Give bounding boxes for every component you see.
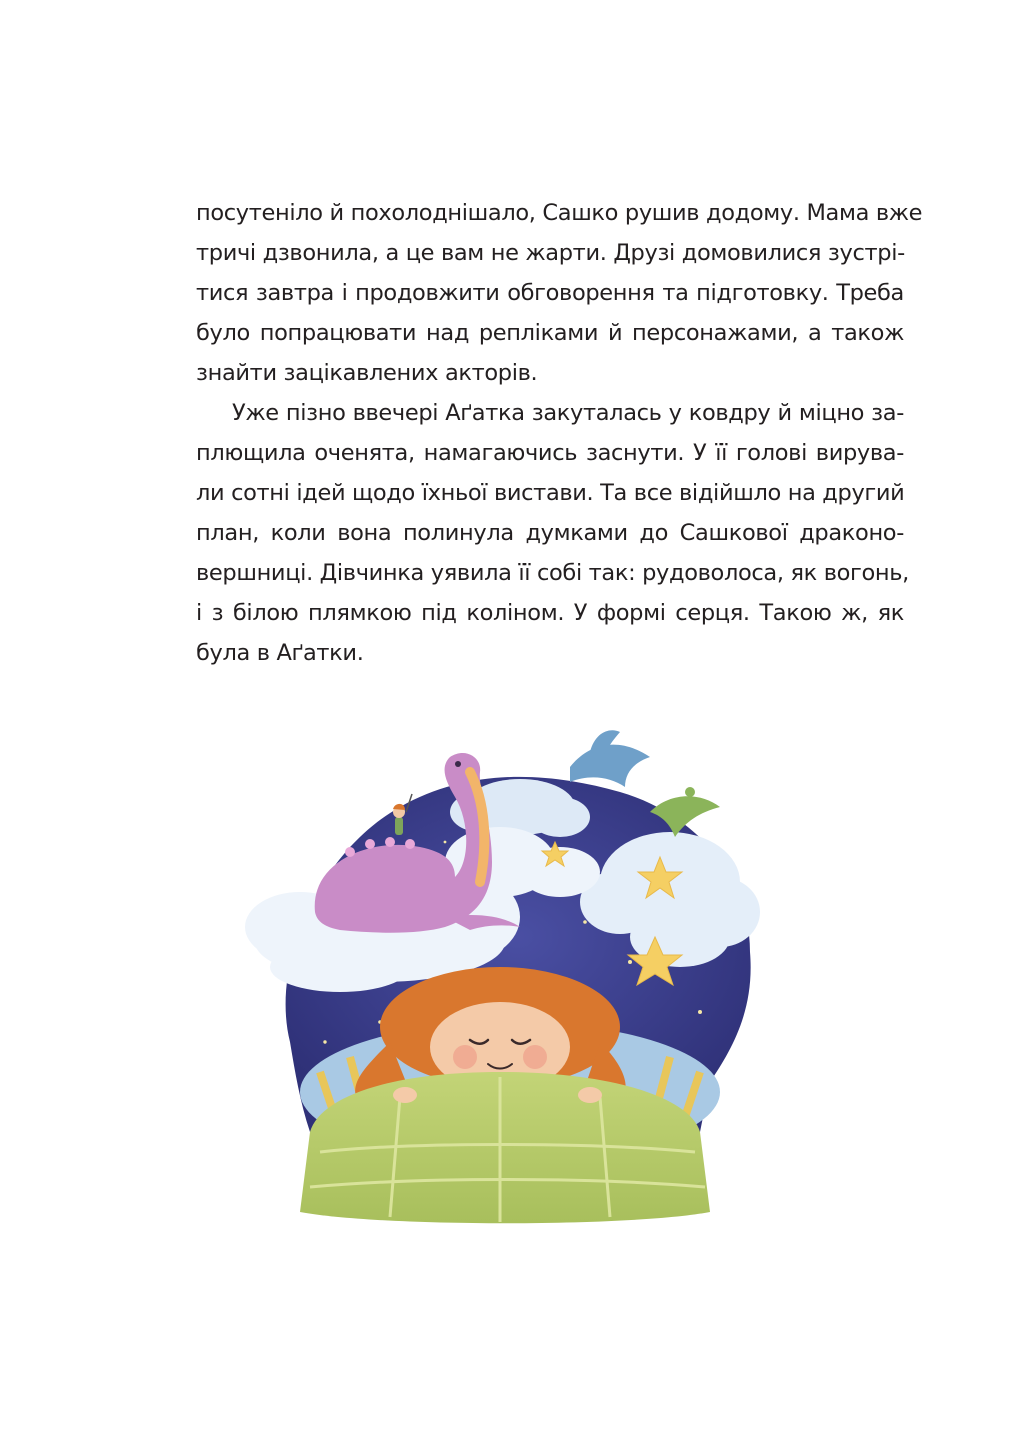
text-line: вершниці. Дівчинка уявила її собі так: рудоволоса, як вогонь, bbox=[196, 560, 909, 586]
body-text bbox=[196, 193, 923, 673]
text-line: плющила оченята, намагаючись заснути. У її голові вирува- bbox=[196, 440, 904, 466]
text-line: Уже пізно ввечері Аґатка закуталась у ковдру й міцно за- bbox=[232, 400, 904, 426]
text-line: тричі дзвонила, а це вам не жарти. Друзі домовилися зустрі- bbox=[196, 240, 905, 266]
paragraph-2 bbox=[196, 393, 909, 673]
text-line: посутеніло й похолоднішало, Сашко рушив додому. Мама вже bbox=[196, 200, 923, 226]
text-line: план, коли вона полинула думками до Сашкової драконо- bbox=[196, 520, 904, 546]
text-line: ли сотні ідей щодо їхньої вистави. Та все відійшло на другий bbox=[196, 480, 905, 506]
text-line: було попрацювати над репліками й персонажами, а також bbox=[196, 320, 904, 346]
blue-dragon bbox=[570, 730, 650, 787]
text-line: і з білою плямкою під коліном. У формі серця. Такою ж, як bbox=[196, 600, 904, 626]
text-line: знайти зацікавлених акторів. bbox=[196, 360, 538, 386]
blanket bbox=[300, 1072, 710, 1223]
text-line: тися завтра і продовжити обговорення та підготовку. Треба bbox=[196, 280, 904, 306]
text-line: була в Аґатки. bbox=[196, 640, 364, 666]
bedtime-illustration bbox=[230, 712, 790, 1242]
paragraph-1 bbox=[196, 193, 923, 393]
